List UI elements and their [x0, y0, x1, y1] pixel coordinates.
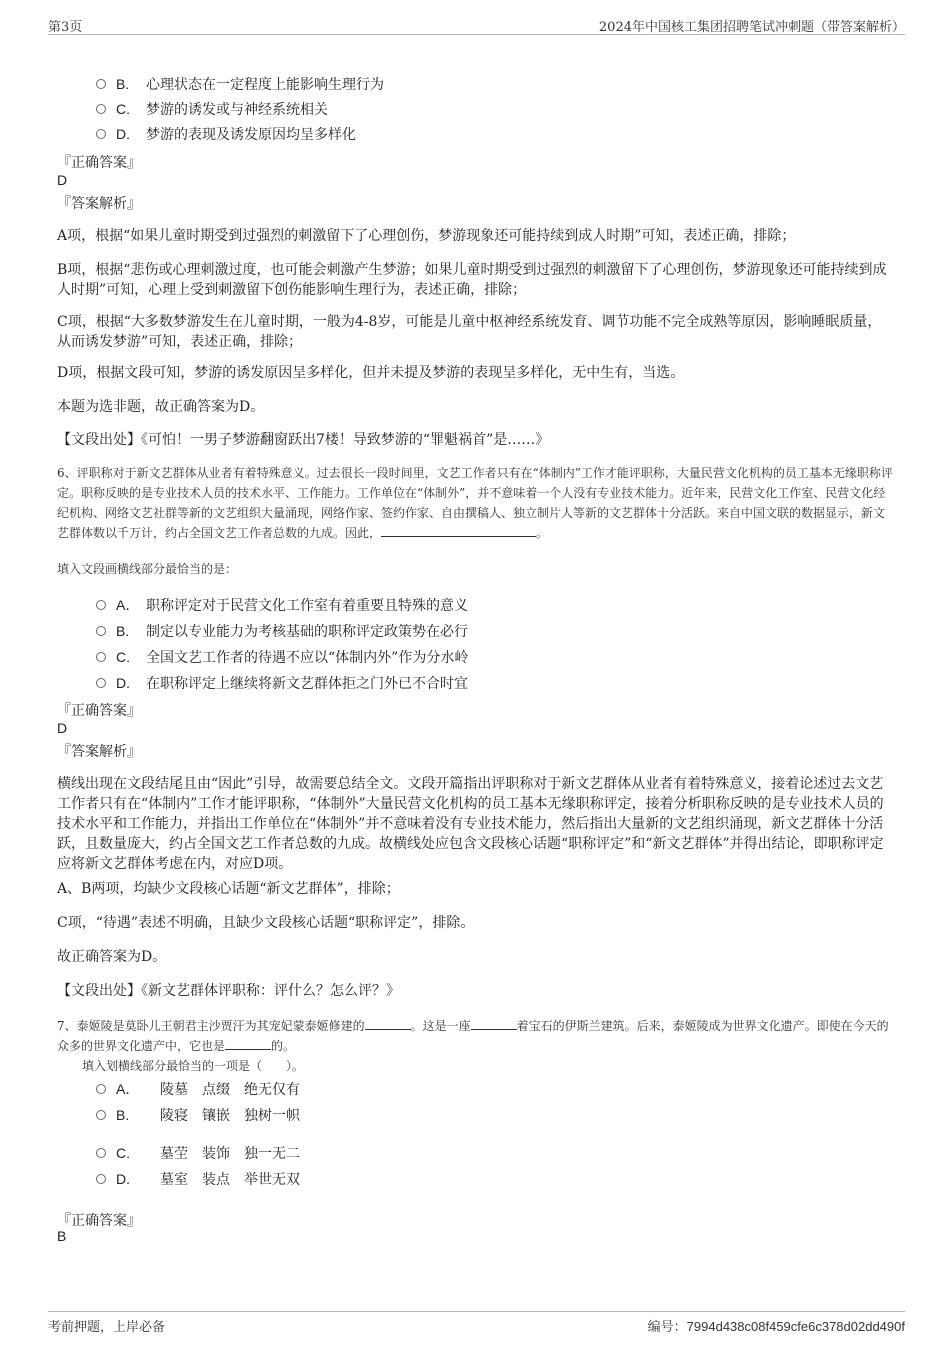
- q5-option-b[interactable]: B. 心理状态在一定程度上能影响生理行为: [96, 74, 384, 96]
- radio-icon[interactable]: [96, 79, 106, 89]
- answer-value: D: [57, 720, 68, 736]
- analysis-paragraph: B项，根据“悲伤或心理刺激过度，也可能会刺激产生梦游；如果儿童时期受到过强烈的刺激留下了心理创伤，梦游现象还可能持续到成人时期”可知，心理上受到刺激留下创伤能影响生理行为，表述正确，排除；: [57, 262, 887, 298]
- q6-option-c[interactable]: C. 全国文艺工作者的待遇不应以“体制内外”作为分水岭: [96, 647, 468, 669]
- q5-option-d[interactable]: D. 梦游的表现及诱发原因均呈多样化: [96, 124, 356, 146]
- radio-icon[interactable]: [96, 104, 106, 114]
- question-stem: 7、泰姬陵是莫卧儿王朝君主沙贾汗为其宠妃蒙泰姬修建的 。这是一座 着宝石的伊斯兰建筑。后来，泰姬陵成为世界文化遗产。即使在今天的众多的世界文化遗产中，它也是 的。: [57, 1019, 889, 1053]
- answer-label: 『正确答案』: [57, 155, 141, 171]
- answer-label: 『正确答案』: [57, 1213, 141, 1229]
- answer-value: D: [57, 172, 68, 188]
- document-title: 2024年中国核工集团招聘笔试冲刺题（带答案解析）: [598, 20, 905, 35]
- question-prompt: 填入划横线部分最恰当的一项是（ ）。: [82, 1059, 305, 1073]
- answer-label: 『正确答案』: [57, 703, 141, 719]
- page-number: 第3页: [48, 20, 83, 35]
- page-header: [48, 14, 905, 35]
- analysis-conclusion: 本题为选非题，故正确答案为D。: [57, 399, 265, 415]
- answer-blank: [365, 1018, 411, 1030]
- radio-icon[interactable]: [96, 626, 106, 636]
- q6-option-d[interactable]: D. 在职称评定上继续将新文艺群体拒之门外已不合时宜: [96, 673, 468, 695]
- q5-option-c[interactable]: C. 梦游的诱发或与神经系统相关: [96, 99, 328, 121]
- analysis-paragraph: A项，根据“如果儿童时期受到过强烈的刺激留下了心理创伤，梦游现象还可能持续到成人时期”可知，表述正确，排除；: [57, 228, 796, 244]
- radio-icon[interactable]: [96, 652, 106, 662]
- radio-icon[interactable]: [96, 129, 106, 139]
- question-stem: 6、评职称对于新文艺群体从业者有着特殊意义。过去很长一段时间里，文艺工作者只有在“体制内”工作才能评职称，大量民营文化机构的员工基本无缘职称评定。职称反映的是专业技术人员的技术水平、工作能力。工作单位在“体制外”，并不意味着一个人没有专业技术能力。近年来，民营文化工作室、民营文化经纪机构、网络文艺社群等新的文艺组织大量涌现，网络作家、签约作家、自由撰稿人、独立制片人等新的文艺群体十分活跃。来自中国文联的数据显示，新文艺群体数以千万计，约占全国文艺工作者总数的九成。因此， 。: [57, 466, 893, 540]
- source-citation: 【文段出处】《新文艺群体评职称：评什么？怎么评？》: [57, 983, 400, 999]
- answer-value: B: [57, 1228, 67, 1244]
- answer-blank: [381, 524, 536, 537]
- q6-option-a[interactable]: A． 职称评定对于民营文化工作室有着重要且特殊的意义: [96, 595, 468, 617]
- radio-icon[interactable]: [96, 1174, 106, 1184]
- analysis-paragraph: D项，根据文段可知，梦游的诱发原因呈多样化，但并未提及梦游的表现呈多样化，无中生有，当选。: [57, 365, 685, 381]
- analysis-paragraph: C项，“待遇”表述不明确，且缺少文段核心话题“职称评定”，排除。: [57, 915, 475, 931]
- footer-slogan: 考前押题，上岸必备: [48, 1320, 166, 1335]
- radio-icon[interactable]: [96, 678, 106, 688]
- q7-option-d[interactable]: D. 墓室 装点 举世无双: [96, 1169, 314, 1191]
- q7-option-c[interactable]: C. 墓茔 装饰 独一无二: [96, 1143, 314, 1165]
- radio-icon[interactable]: [96, 1148, 106, 1158]
- analysis-conclusion: 故正确答案为D。: [57, 949, 167, 965]
- q7-option-b[interactable]: B. 陵寝 镶嵌 独树一帜: [96, 1105, 314, 1127]
- radio-icon[interactable]: [96, 600, 106, 610]
- analysis-paragraph: C项，根据“大多数梦游发生在儿童时期，一般为4-8岁，可能是儿童中枢神经系统发育、调节功能不完全成熟等原因，影响睡眠质量，从而诱发梦游”可知，表述正确，排除；: [57, 314, 882, 350]
- document-code: 编号：7994d438c08f459cfe6c378d02dd490f: [647, 1319, 905, 1334]
- analysis-paragraph: A、B两项，均缺少文段核心话题“新文艺群体”，排除；: [57, 881, 400, 897]
- q7-option-a[interactable]: A． 陵墓 点缀 绝无仅有: [96, 1079, 314, 1101]
- radio-icon[interactable]: [96, 1084, 106, 1094]
- analysis-paragraph: 横线出现在文段结尾且由“因此”引导，故需要总结全文。文段开篇指出评职称对于新文艺群体从业者有着特殊意义，接着论述过去文艺工作者只有在“体制内”工作才能评职称，“体制外”大量民营文化机构的员工基本无缘职称评定，接着分析职称反映的是专业技术人员的技术水平和工作能力，并指出工作单位在“体制外”并不意味着没有专业技术能力，然后指出大量新的文艺组织涌现，新文艺群体十分活跃，且数量庞大，约占全国文艺工作者总数的九成。故横线处应包含文段核心话题“职称评定”和“新文艺群体”并得出结论，即职称评定应将新文艺群体考虑在内，对应D项。: [57, 776, 884, 872]
- source-citation: 【文段出处】《可怕！一男子梦游翻窗跃出7楼！导致梦游的“罪魁祸首”是……》: [57, 432, 550, 448]
- answer-blank: [471, 1018, 517, 1030]
- answer-blank: [225, 1038, 271, 1050]
- question-prompt: 填入文段画横线部分最恰当的是：: [57, 562, 238, 576]
- analysis-label: 『答案解析』: [57, 196, 141, 212]
- page-footer: [48, 1311, 905, 1336]
- analysis-label: 『答案解析』: [57, 744, 141, 760]
- q6-option-b[interactable]: B. 制定以专业能力为考核基础的职称评定政策势在必行: [96, 621, 468, 643]
- radio-icon[interactable]: [96, 1110, 106, 1120]
